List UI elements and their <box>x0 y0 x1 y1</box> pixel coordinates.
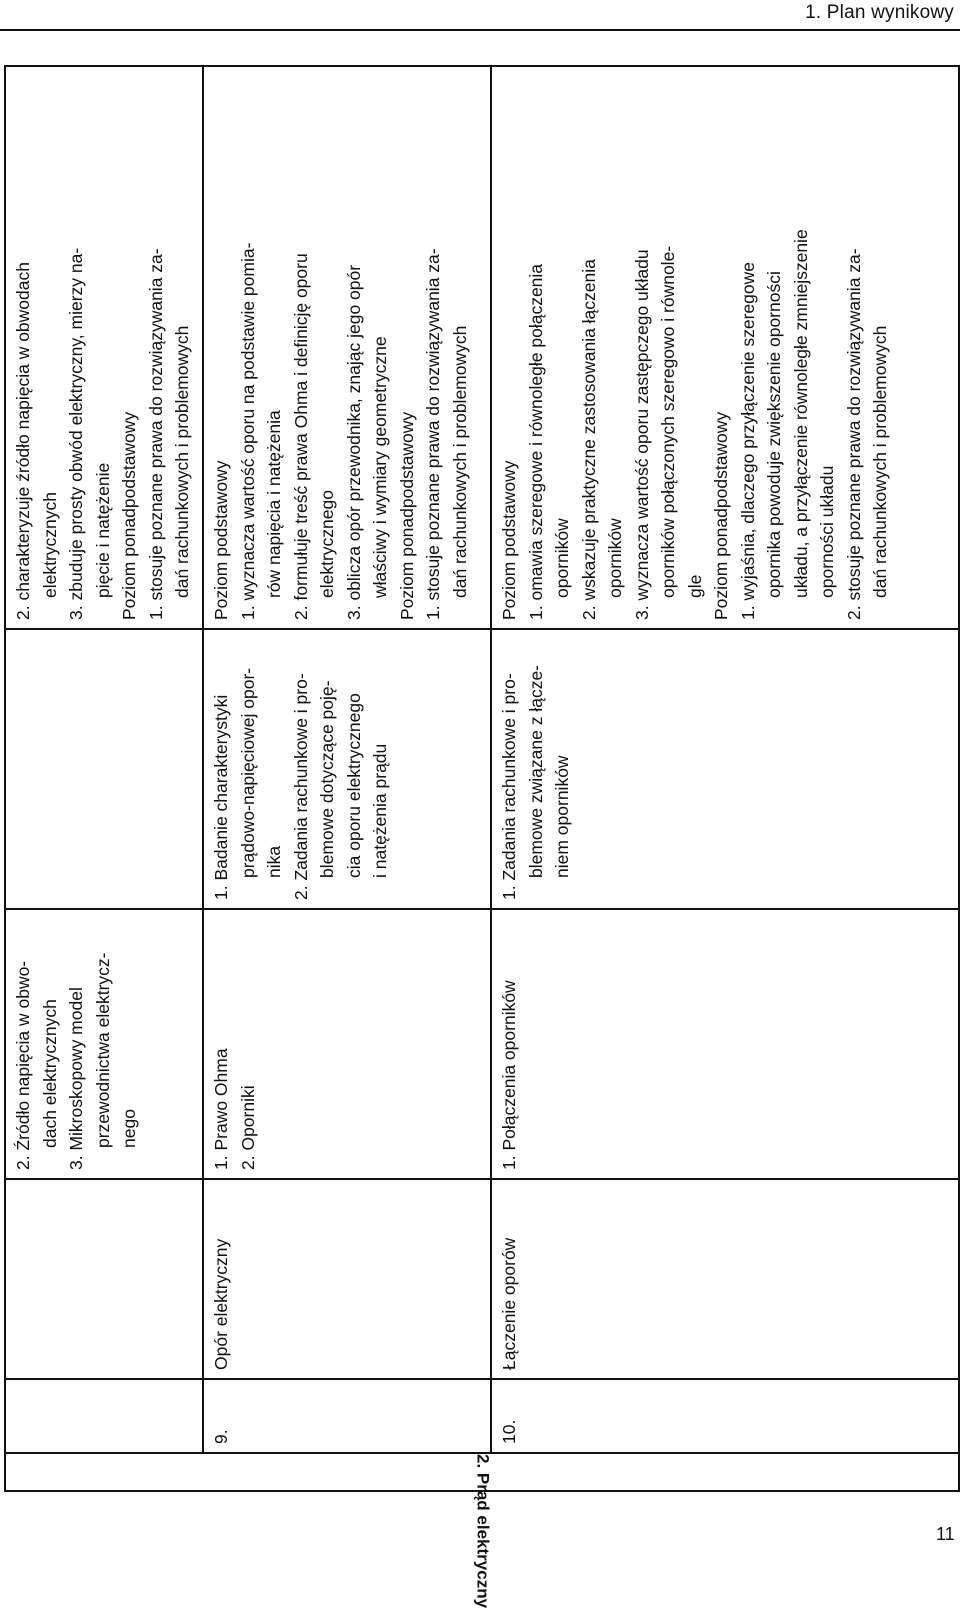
procedures-cell <box>5 629 203 909</box>
outcome-line: właściwy i wymiary geometryczne <box>370 336 390 598</box>
outcome-line: 1. wyznacza wartość oporu na podstawie pomia- <box>237 242 258 620</box>
procedure-line: nika <box>264 845 284 878</box>
content-line: 2. Oporniki <box>237 1085 258 1170</box>
outcome-line: opornika powoduje zwiększenie oporności <box>764 271 784 598</box>
content-line: dach elektrycznych <box>39 999 60 1148</box>
content-line: 3. Mikroskopowy model <box>66 987 86 1170</box>
procedures-cell <box>203 629 491 909</box>
number-cell: 9. <box>203 1379 491 1453</box>
table-row <box>203 66 491 1491</box>
procedure-line: prądowo-napięciowej opor- <box>237 667 258 878</box>
outcome-line: pięcie i natężenie <box>92 462 113 598</box>
outcome-line: 1. stosuje poznane prawa do rozwiązywania za- <box>145 248 166 620</box>
outcome-line: dań rachunkowych i problemowych <box>449 325 470 598</box>
topic-cell: Opór elektryczny <box>203 1179 491 1379</box>
outcomes-cell <box>491 66 959 629</box>
outcome-level-heading: Poziom ponadpodstawowy <box>396 411 417 620</box>
procedure-line: blemowe dotyczące poję- <box>317 680 337 878</box>
outcome-line: 2. wskazuje praktyczne zastosowania łączenia <box>578 259 599 620</box>
outcome-line: 1. omawia szeregowe i równoległe połączenia <box>525 263 546 620</box>
outcome-line: oporników <box>552 518 572 598</box>
running-header-title: 1. Plan wynikowy <box>805 2 954 23</box>
topic-cell <box>5 1179 203 1379</box>
procedure-line: 2. Zadania rachunkowe i pro- <box>290 673 311 900</box>
outcome-line: 3. wyznacza wartość oporu zastępczego układu <box>631 249 652 620</box>
outcome-line: 2. charakteryzuje źródło napięcia w obwodach <box>13 262 33 620</box>
outcome-line: oporności układu <box>817 465 837 598</box>
content-cell <box>5 909 203 1179</box>
content-line: nego <box>119 1109 139 1148</box>
content-cell <box>491 909 959 1179</box>
procedure-line: niem oporników <box>552 755 572 878</box>
outcome-line: 3. oblicza opór przewodnika, znając jego opór <box>343 264 364 620</box>
outcome-line: 1. wyjaśnia, dlaczego przyłączenie szeregowe <box>737 262 758 620</box>
outcome-level-heading: Poziom podstawowy <box>211 460 231 620</box>
outcome-line: dań rachunkowych i problemowych <box>172 325 192 598</box>
outcomes-cell <box>203 66 491 629</box>
procedure-line: 1. Badanie charakterystyki <box>211 694 231 900</box>
outcome-line: gle <box>684 574 705 598</box>
outcome-line: 3. zbuduje prosty obwód elektryczny, mierzy na- <box>66 247 86 620</box>
outcome-line: 2. stosuje poznane prawa do rozwiązywania za- <box>843 248 864 620</box>
content-cell <box>203 909 491 1179</box>
number-cell: 10. <box>491 1379 959 1453</box>
content-line: przewodnictwa elektrycz- <box>92 952 113 1148</box>
outcome-line: układu, a przyłączenie równoległe zmniejszenie <box>790 229 811 598</box>
procedure-line: i natężenia prądu <box>370 743 390 878</box>
outcomes-cell <box>5 66 203 629</box>
content-line: 2. Źródło napięcia w obwo- <box>13 960 33 1170</box>
outcome-line: 2. formułuje treść prawa Ohma i definicję oporu <box>290 253 311 620</box>
outcome-line: elektrycznych <box>39 491 60 598</box>
outcome-line: oporników połączonych szeregowo i równole- <box>658 245 678 598</box>
outcome-line: dań rachunkowych i problemowych <box>870 325 890 598</box>
outcome-level-heading: Poziom ponadpodstawowy <box>711 411 731 620</box>
page-number: 11 <box>936 1524 955 1544</box>
section-label: 2. Prąd elektryczny <box>473 1454 493 1608</box>
table-row <box>5 66 203 1491</box>
outcome-level-heading: Poziom ponadpodstawowy <box>119 411 139 620</box>
outcome-line: rów napięcia i natężenia <box>264 410 284 598</box>
topic-cell: Łączenie oporów <box>491 1179 959 1379</box>
outcome-line: 1. stosuje poznane prawa do rozwiązywania za- <box>423 248 443 620</box>
outcome-line: oporników <box>605 518 625 598</box>
content-line: 1. Prawo Ohma <box>211 1048 231 1170</box>
number-cell <box>5 1379 203 1453</box>
procedures-cell <box>491 629 959 909</box>
procedure-line: cia oporu elektrycznego <box>343 693 364 878</box>
procedure-line: 1. Zadania rachunkowe i pro- <box>499 673 519 900</box>
table-row <box>491 66 959 1491</box>
header-rule <box>0 29 960 31</box>
outcome-level-heading: Poziom podstawowy <box>499 460 519 620</box>
content-line: 1. Połączenia oporników <box>499 980 519 1170</box>
outcome-line: elektrycznego <box>317 490 337 598</box>
procedure-line: blemowe związane z łącze- <box>525 664 546 878</box>
